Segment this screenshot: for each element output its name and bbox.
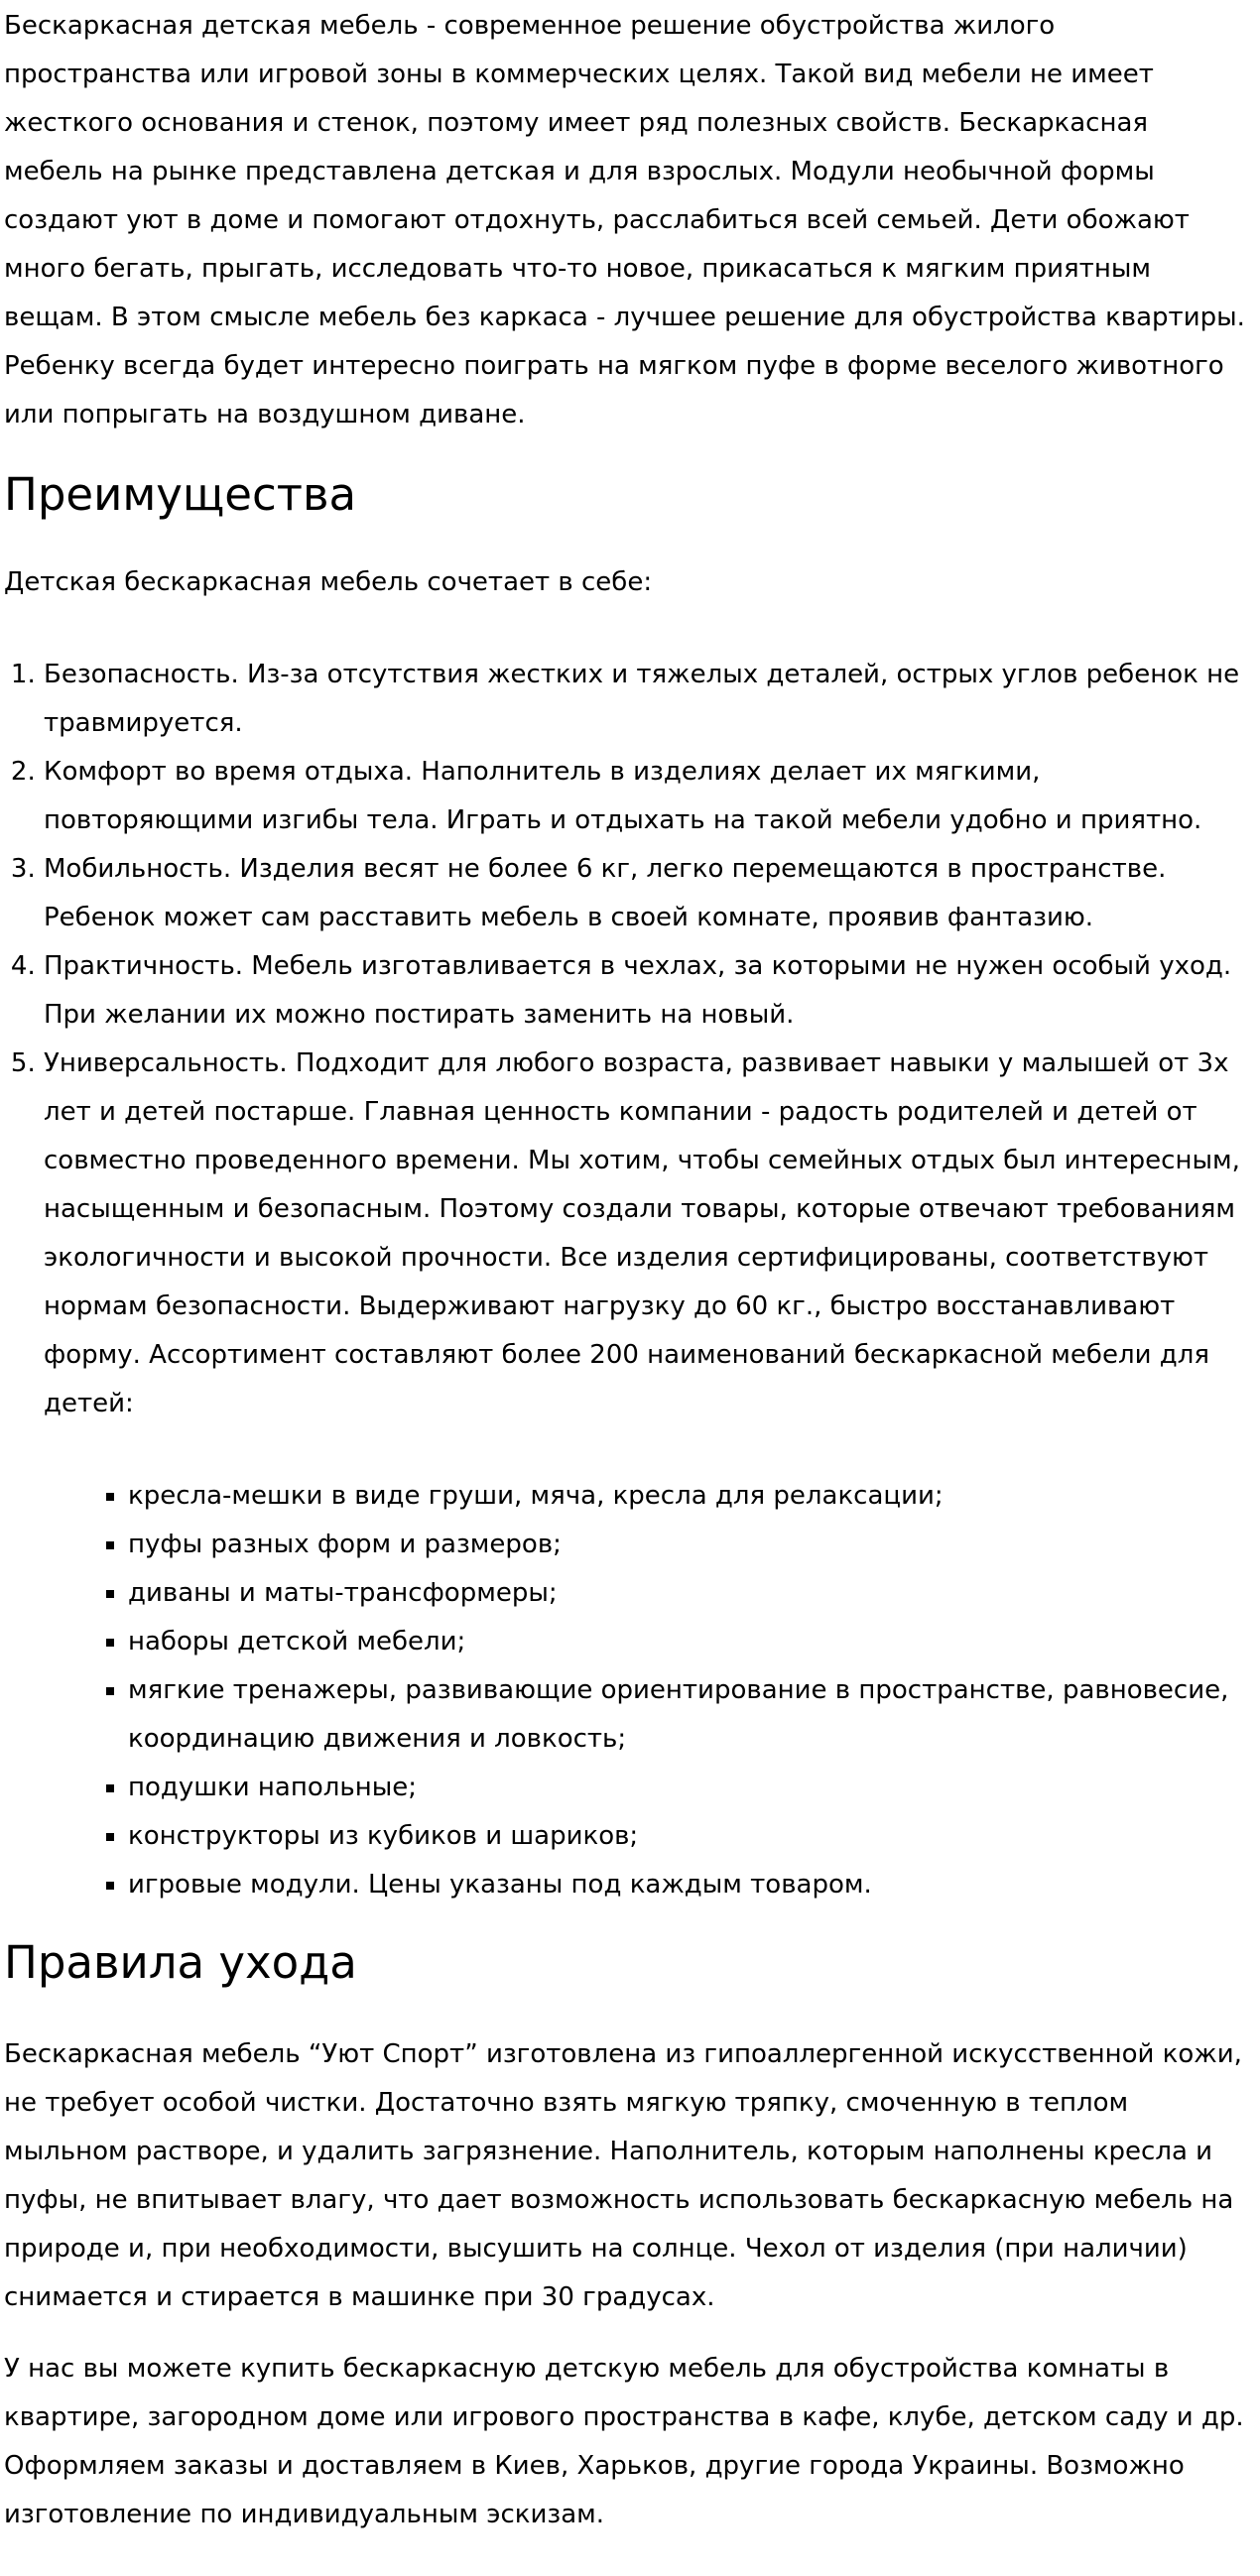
- list-item: ▪ пуфы разных форм и размеров;: [128, 1521, 1250, 1569]
- list-item: ▪ подушки напольные;: [128, 1764, 1250, 1812]
- paragraph-intro: Бескаркасная детская мебель - современное решение обустройства жилого пространства или игровой зоны в коммерческих целях. Такой вид мебели не имеет жесткого основания и стенок, поэтому имеет ряд полезных свойств. Бескаркасная мебель на рынке представлена детская и для взрослых. Модули необычной формы создают уют в доме и помогают отдохнуть, расслабиться всей семьей. Дети обожают много бегать, прыгать, исследовать что-то новое, прикасаться к мягким приятным вещам. В этом смысле мебель без каркаса - лучшее решение для обустройства квартиры. Ребенку всегда будет интересно поиграть на мягком пуфе в форме веселого животного или попрыгать на воздушном диване.: [4, 11, 1245, 429]
- article: [4, 2, 1250, 2539]
- list-item: 3. Мобильность. Изделия весят не более 6 кг, легко перемещаются в пространстве. Ребенок может сам расставить мебель в своей комнате, проявив фантазию.: [44, 845, 1250, 942]
- paragraph-order: У нас вы можете купить бескаркасную детскую мебель для обустройства комнаты в квартире, загородном доме или игрового пространства в кафе, клубе, детском саду и др. Оформляем заказы и доставляем в Киев, Харьков, другие города Украины. Возможно изготовление по индивидуальным эскизам.: [4, 2354, 1244, 2529]
- paragraph-care: Бескаркасная мебель “Уют Спорт” изготовлена из гипоаллергенной искусственной кожи, не требует особой чистки. Достаточно взять мягкую тряпку, смоченную в теплом мыльном растворе, и удалить загрязнение. Наполнитель, которым наполнены кресла и пуфы, не впитывает влагу, что дает возможность использовать бескаркасную мебель на природе и, при необходимости, высушить на солнце. Чехол от изделия (при наличии) снимается и стирается в машинке при 30 градусах.: [4, 2039, 1242, 2312]
- list-item: ▪ наборы детской мебели;: [128, 1618, 1250, 1666]
- list-item: ▪ конструкторы из кубиков и шариков;: [128, 1812, 1250, 1861]
- list-item: 4. Практичность. Мебель изготавливается в чехлах, за которыми не нужен особый уход. При желании их можно постирать заменить на новый.: [44, 942, 1250, 1040]
- list-item-text: Универсальность. Подходит для любого возраста, развивает навыки у малышей от 3х лет и детей постарше. Главная ценность компании - радость родителей и детей от совместно проведенного времени. Мы хотим, чтобы семейных отдых был интересным, насыщенным и безопасным. Поэтому создали товары, которые отвечают требованиям экологичности и высокой прочности. Все изделия сертифицированы, соответствуют нормам безопасности. Выдерживают нагрузку до 60 кг., быстро восстанавливают форму. Ассортимент составляют более 200 наименований бескаркасной мебели для детей:: [44, 1048, 1240, 1418]
- list-item: ▪ кресла-мешки в виде груши, мяча, кресла для релаксации;: [128, 1472, 1250, 1521]
- list-item: 1. Безопасность. Из-за отсутствия жестких и тяжелых деталей, острых углов ребенок не травмируется.: [44, 651, 1250, 748]
- document-page: [0, 2, 1260, 2576]
- list-item: ▪ диваны и маты-трансформеры;: [128, 1569, 1250, 1618]
- heading-care: Правила ухода: [4, 1936, 357, 1989]
- list-item: ▪ игровые модули. Цены указаны под каждым товаром.: [128, 1861, 1250, 1909]
- paragraph-advantages-lead: Детская бескаркасная мебель сочетает в себе:: [4, 567, 653, 597]
- assortment-list: [44, 1472, 1250, 1909]
- list-item: [44, 1040, 1250, 1909]
- list-item: 2. Комфорт во время отдыха. Наполнитель в изделиях делает их мягкими, повторяющими изгибы тела. Играть и отдыхать на такой мебели удобно и приятно.: [44, 748, 1250, 845]
- list-item: ▪ мягкие тренажеры, развивающие ориентирование в пространстве, равновесие, координацию движения и ловкость;: [128, 1666, 1250, 1764]
- advantages-list: [4, 651, 1250, 1909]
- heading-advantages: Преимущества: [4, 468, 357, 521]
